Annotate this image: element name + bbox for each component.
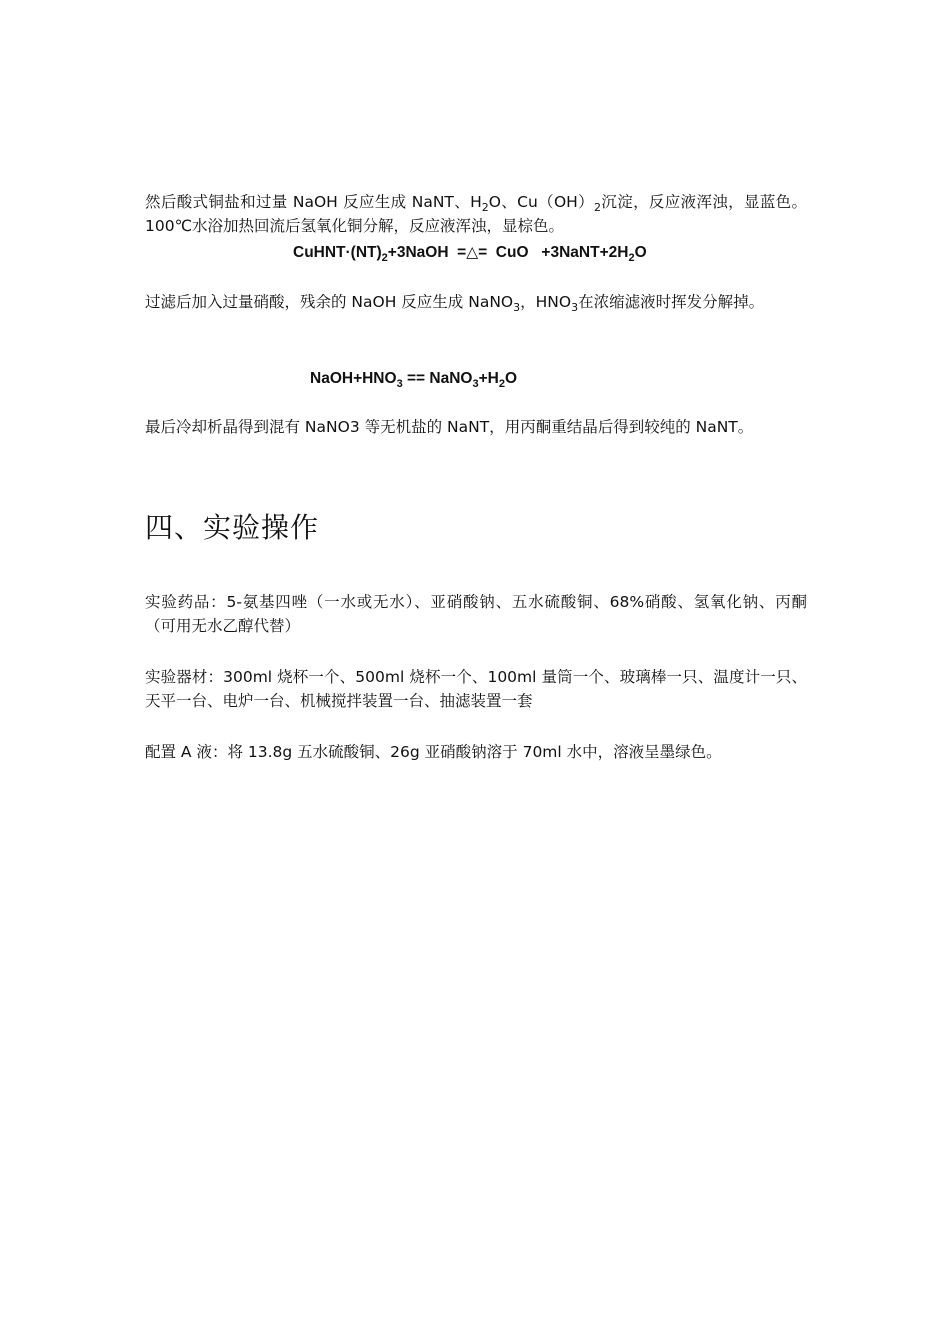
section-heading: 四、实验操作: [145, 511, 320, 544]
subscript: 3: [513, 301, 521, 314]
equation-part: +3NaOH =△= CuO +3NaNT+2H: [387, 244, 629, 261]
subscript: 3: [472, 378, 479, 390]
text-run: 然后酸式铜盐和过量 NaOH 反应生成 NaNT、H: [145, 193, 482, 211]
reagents-paragraph: 实验药品：5‑氨基四唑（一水或无水）、亚硝酸钠、五水硫酸铜、68%硝酸、氢氧化钠、丙酮（可用无水乙醇代替）: [145, 593, 807, 635]
text-run: 过滤后加入过量硝酸，残余的 NaOH 反应生成 NaNO: [145, 293, 514, 311]
text-run: O、Cu（OH）: [488, 193, 595, 211]
reaction-paragraph-3: 最后冷却析晶得到混有 NaNO3 等无机盐的 NaNT，用丙酮重结晶后得到较纯的 NaNT。: [145, 418, 754, 436]
equation-part: +H: [478, 370, 499, 387]
equation-part: O: [634, 244, 647, 261]
equation-part: == NaNO: [402, 370, 473, 387]
equation-part: O: [504, 370, 518, 387]
reaction-paragraph-1: [145, 190, 807, 238]
equation-copper-hydroxide: [293, 242, 647, 264]
equation-part: CuHNT·(NT): [293, 244, 382, 261]
text-run: ，HNO: [520, 293, 572, 311]
equation-part: NaOH+HNO: [310, 370, 397, 387]
subscript: 2: [498, 378, 505, 390]
solution-a-paragraph: 配置 A 液：将 13.8g 五水硫酸铜、26g 亚硝酸钠溶于 70ml 水中，溶液呈墨绿色。: [145, 743, 722, 761]
reaction-paragraph-2: [145, 290, 807, 314]
subscript: 2: [481, 201, 489, 214]
text-run: 在浓缩滤液时挥发分解掉。: [578, 293, 765, 311]
text-run: 沉淀，反应液浑浊，显蓝色。100℃水浴加热回流后氢氧化铜分解，反应液浑浊，显棕色。: [145, 193, 808, 235]
subscript: 2: [381, 252, 388, 264]
subscript: 3: [571, 301, 579, 314]
subscript: 3: [396, 378, 403, 390]
equipment-paragraph: 实验器材：300ml 烧杯一个、500ml 烧杯一个、100ml 量筒一个、玻璃棒一只、温度计一只、天平一台、电炉一台、机械搅拌装置一台、抽滤装置一套: [145, 668, 807, 710]
subscript: 2: [594, 201, 602, 214]
subscript: 2: [628, 252, 635, 264]
equation-neutralization: [310, 368, 517, 390]
